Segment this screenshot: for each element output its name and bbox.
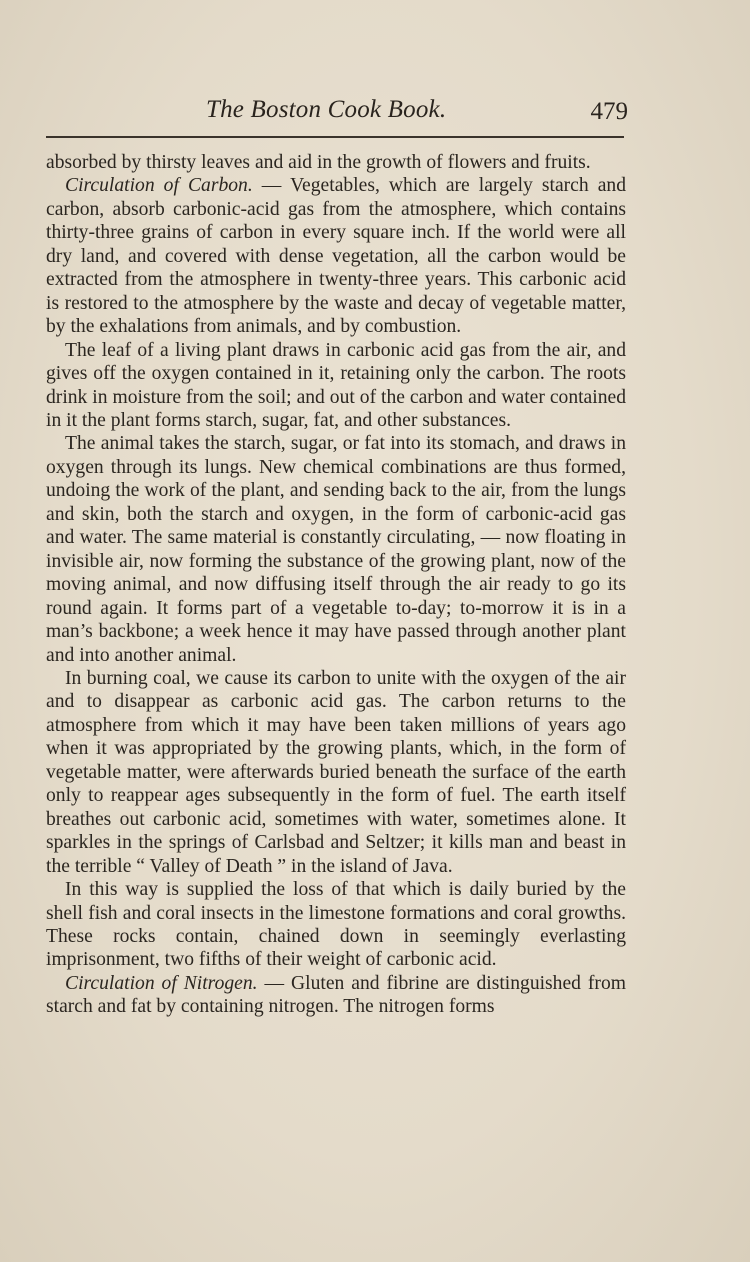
page-number: 479 <box>590 98 628 125</box>
body-text <box>46 151 626 1019</box>
paragraph-text: In this way is supplied the loss of that which is daily buried by the shell fish and coral insects in the limestone formations and coral growths. These rocks contain, chained down in seemingly everlasting imprisonment, two fifths of their weight of carbonic acid. <box>46 879 626 971</box>
paragraph <box>46 432 626 667</box>
paragraph <box>46 151 626 174</box>
paragraph-text: — Vegetables, which are largely starch and carbon, absorb carbonic-acid gas from the atmosphere, which contains thirty-three grains of carbon in every square inch. If the world were all dry land, and covered with dense vegetation, all the carbon would be extracted from the atmosphere in twenty-three years. This carbonic acid is restored to the atmosphere by the waste and decay of vegetable matter, by the exhalations from animals, and by combustion. <box>46 175 626 338</box>
section-heading-nitrogen: Circulation of Nitrogen. <box>65 972 258 994</box>
paragraph-text: In burning coal, we cause its carbon to unite with the oxygen of the air and to disappear as carbonic acid gas. The carbon returns to the atmosphere from which it may have been taken millions of years ago when it was appropriated by the growing plants, which, in the form of vegetable matter, were afterwards buried beneath the surface of the earth only to reappear ages subsequently in the form of fuel. The earth itself breathes out carbonic acid, sometimes with water, sometimes alone. It sparkles in the springs of Carlsbad and Seltzer; it kills man and beast in the terrible “ Valley of Death ” in the island of Java. <box>46 667 626 877</box>
paragraph-text: The animal takes the starch, sugar, or fat into its stomach, and draws in oxygen through its lungs. New chemical combinations are thus formed, undoing the work of the plant, and sending back to the air, from the lungs and skin, both the starch and oxygen, in the form of carbonic-acid gas and water. The same material is constantly circulating, — now floating in invisible air, now forming the substance of the growing plant, now of the moving animal, and now diffusing itself through the air ready to go its round again. It forms part of a vegetable to-day; to-morrow it is in a man’s backbone; a week hence it may have passed through another plant and into another animal. <box>46 433 626 666</box>
paragraph <box>46 667 626 878</box>
running-header <box>46 96 628 130</box>
paragraph-text: The leaf of a living plant draws in carbonic acid gas from the air, and gives off the oxygen contained in it, retaining only the carbon. The roots drink in moisture from the soil; and out of the carbon and water contained in it the plant forms starch, sugar, fat, and other substances. <box>46 339 626 431</box>
header-rule <box>46 136 624 138</box>
paragraph <box>46 972 626 1019</box>
running-title: The Boston Cook Book. <box>206 96 447 123</box>
paragraph-text: absorbed by thirsty leaves and aid in the growth of flowers and fruits. <box>46 152 591 173</box>
paragraph <box>46 174 626 338</box>
paragraph-text: — Gluten and fibrine are distinguished from starch and fat by containing nitrogen. The nitrogen forms <box>46 972 626 1018</box>
section-heading-carbon: Circulation of Carbon. <box>65 175 253 197</box>
paragraph <box>46 339 626 433</box>
paragraph <box>46 878 626 972</box>
